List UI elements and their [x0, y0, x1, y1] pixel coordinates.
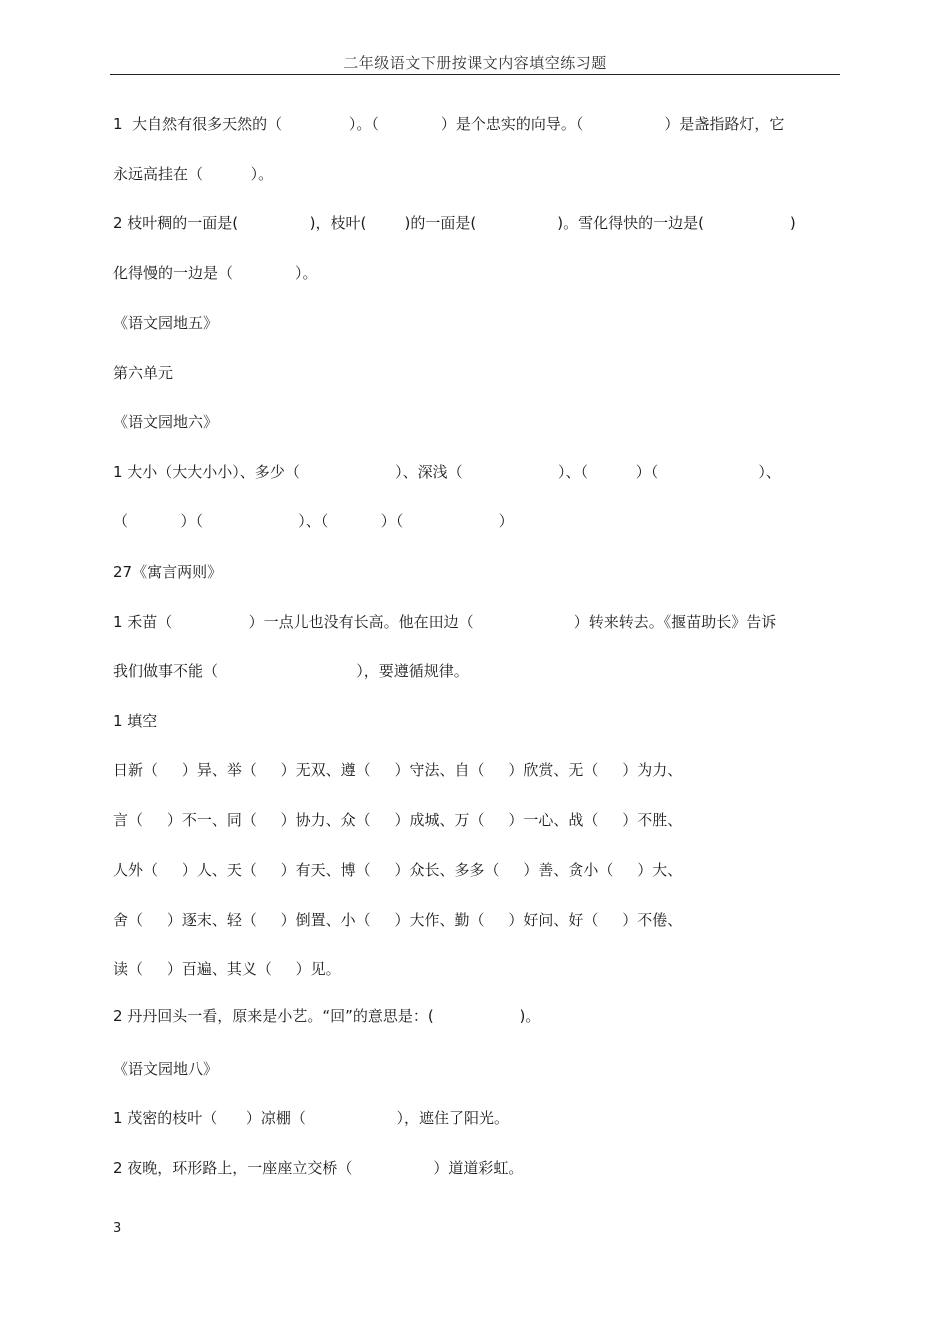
- page-header-title: 二年级语文下册按课文内容填空练习题: [343, 54, 607, 72]
- header-divider: [110, 74, 840, 75]
- text-line: 永远高挂在（ ）。: [113, 165, 274, 183]
- text-line: 1 茂密的枝叶（ ）凉棚（ ），遮住了阳光。: [113, 1109, 510, 1127]
- text-line: 1 填空: [113, 712, 158, 730]
- section-title: 《语文园地五》: [113, 314, 219, 332]
- section-title: 《语文园地六》: [113, 413, 219, 431]
- text-line: 化得慢的一边是（ ）。: [113, 264, 318, 282]
- unit-title: 第六单元: [113, 364, 174, 382]
- text-line: 2 丹丹回头一看，原来是小艺。“回”的意思是：( )。: [113, 1007, 541, 1025]
- text-line: 我们做事不能（ ），要遵循规律。: [113, 662, 469, 680]
- idiom-line: 日新（ ）异、举（ ）无双、遵（ ）守法、自（ ）欣赏、无（ ）为力、: [113, 761, 683, 779]
- idiom-line: 读（ ）百遍、其义（ ）见。: [113, 960, 341, 978]
- text-line: 2 夜晚，环形路上，一座座立交桥（ ）道道彩虹。: [113, 1159, 524, 1177]
- text-line: 1 大自然有很多天然的（ ）。（ ）是个忠实的向导。（ ）是盏指路灯，它: [113, 115, 785, 133]
- idiom-line: 言（ ）不一、同（ ）协力、众（ ）成城、万（ ）一心、战（ ）不胜、: [113, 811, 683, 829]
- section-title: 27《寓言两则》: [113, 563, 223, 581]
- text-line: 2 枝叶稠的一面是( )，枝叶( )的一面是( )。雪化得快的一边是( ): [113, 214, 796, 232]
- section-title: 《语文园地八》: [113, 1060, 219, 1078]
- idiom-line: 舍（ ）逐末、轻（ ）倒置、小（ ）大作、勤（ ）好问、好（ ）不倦、: [113, 911, 683, 929]
- text-line: （ ）（ ）、（ ）（ ）: [113, 512, 514, 530]
- text-line: 1 大小（大大小小）、多少（ ）、深浅（ ）、（ ）（ ）、: [113, 463, 781, 481]
- text-line: 1 禾苗（ ）一点儿也没有长高。他在田边（ ）转来转去。《揠苗助长》告诉: [113, 613, 777, 631]
- idiom-line: 人外（ ）人、天（ ）有天、博（ ）众长、多多（ ）善、贪小（ ）大、: [113, 861, 683, 879]
- page-number: 3: [113, 1221, 122, 1236]
